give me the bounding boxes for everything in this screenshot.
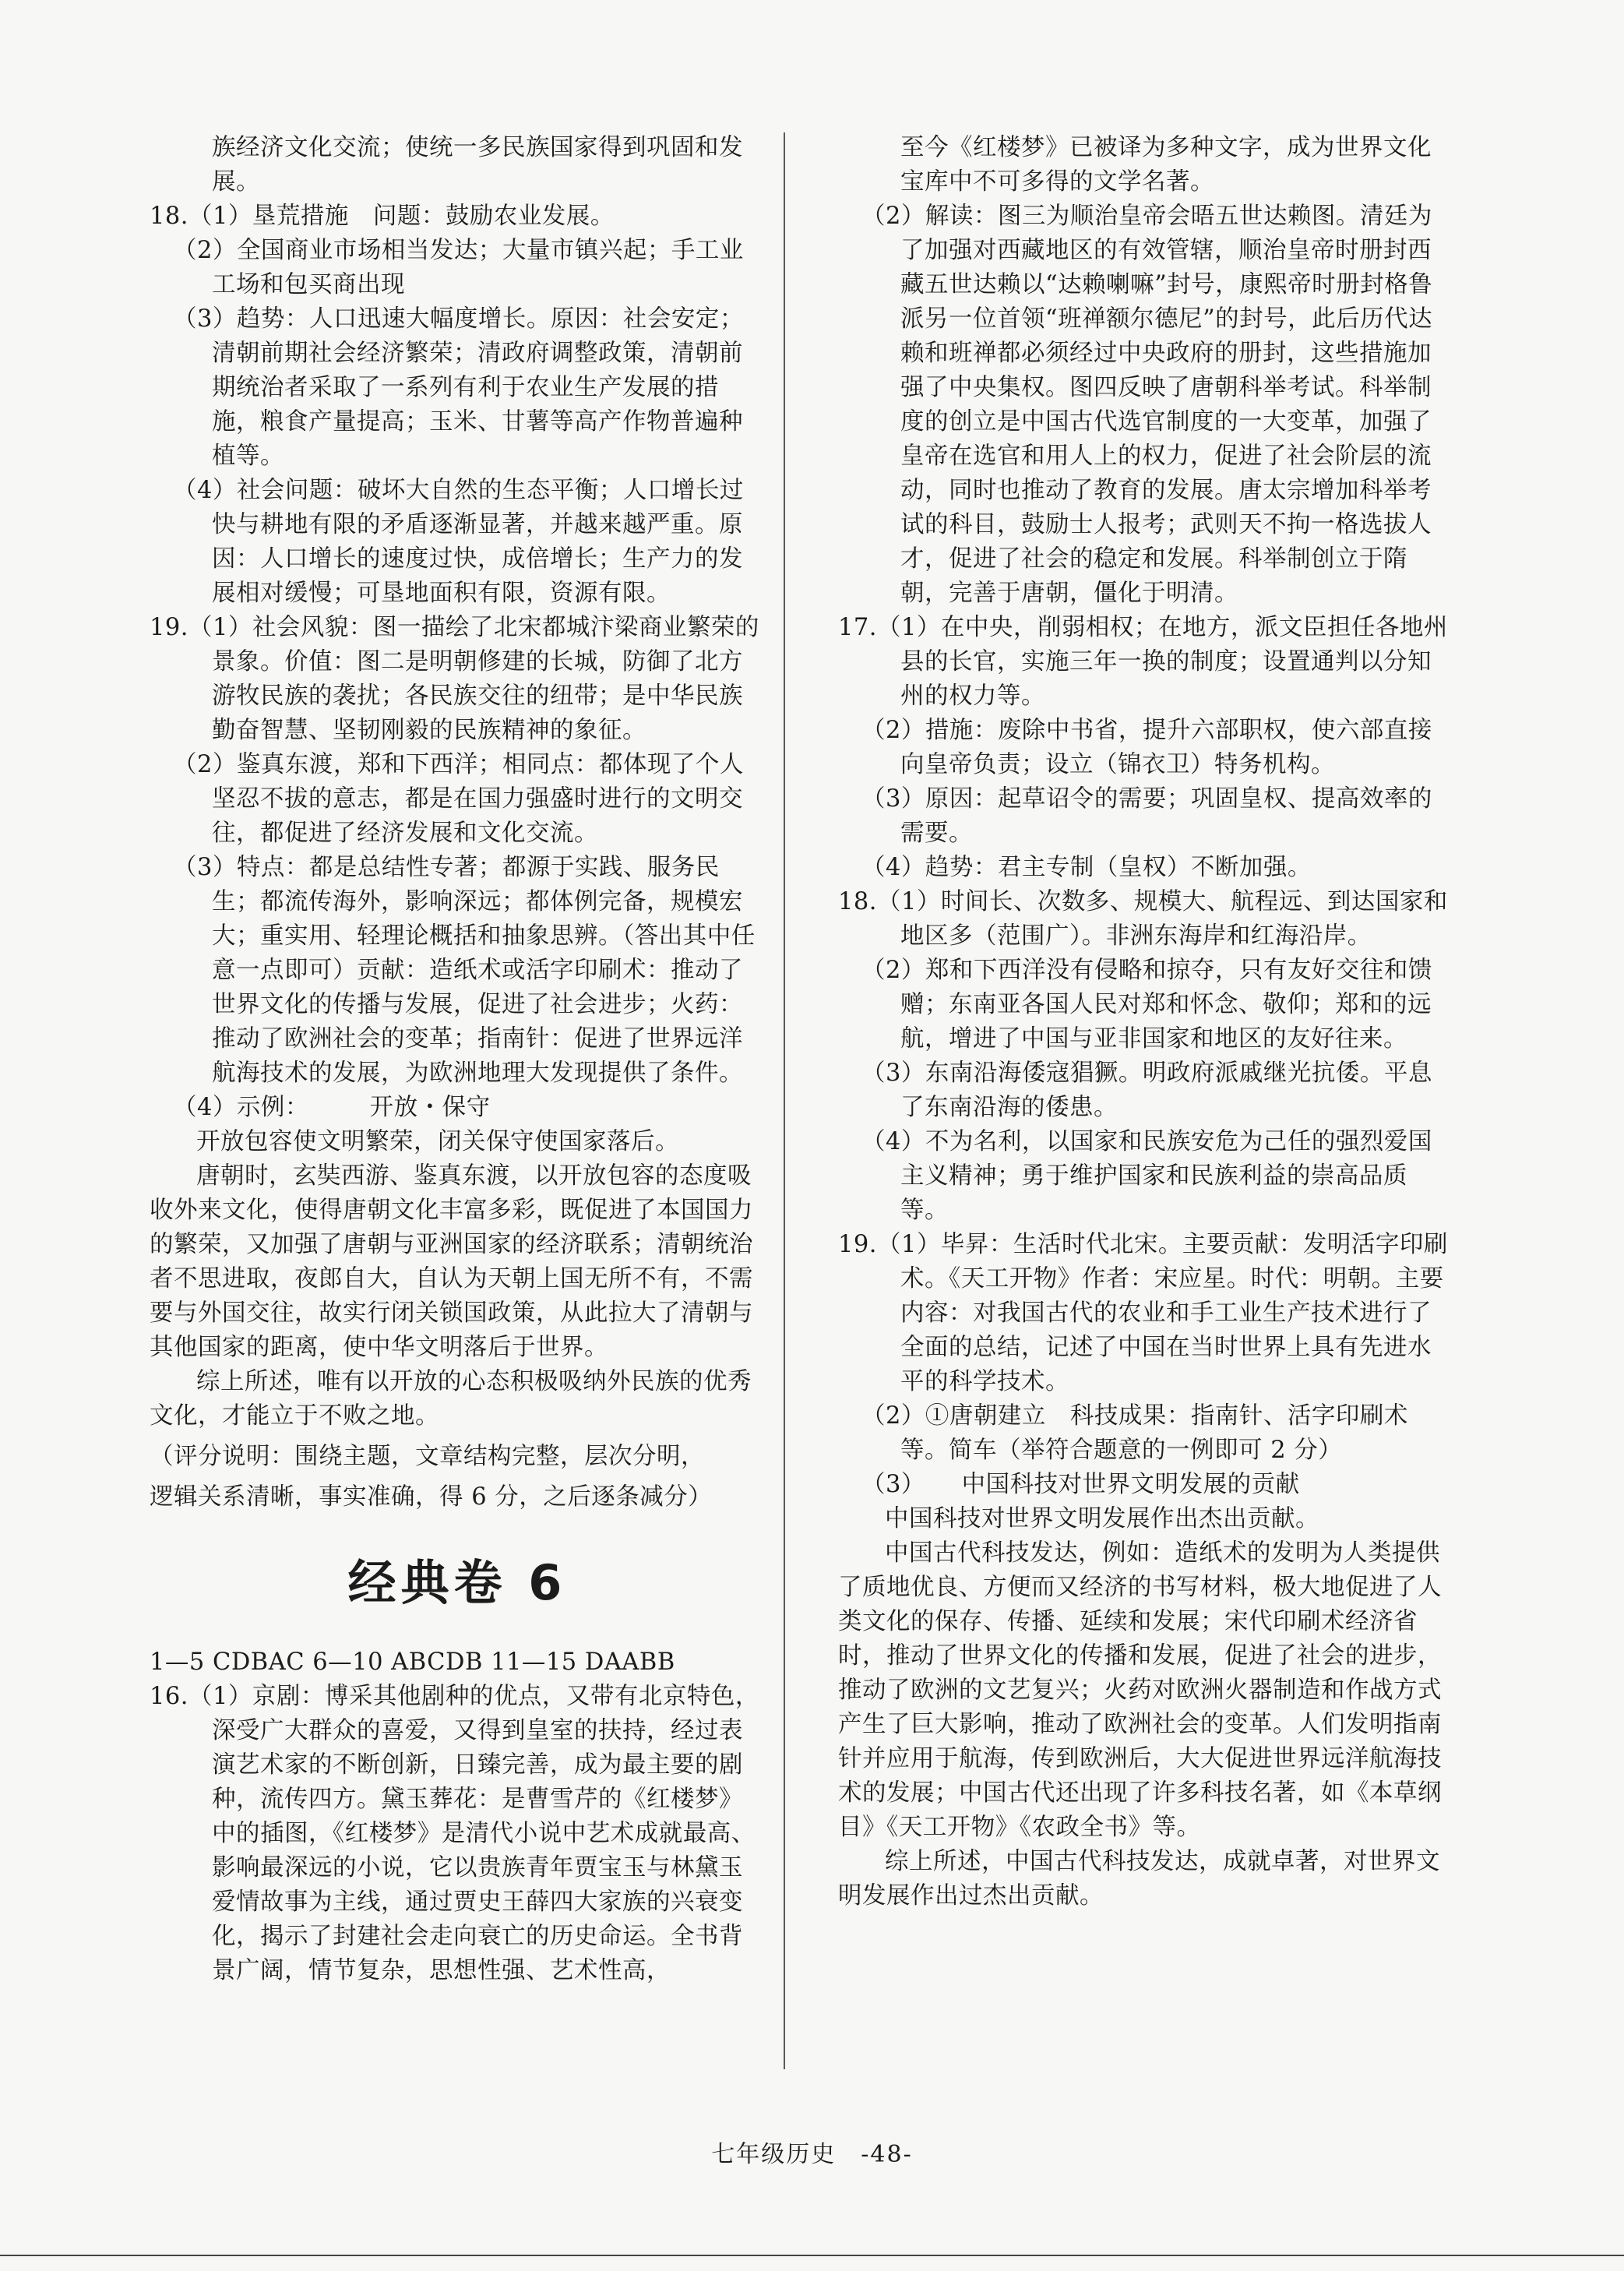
answer-paragraph: 18.（1）垦荒措施 问题：鼓励农业发展。 [150,203,615,230]
answer-paragraph: 18.（1）时间长、次数多、规模大、航程远、到达国家和地区多（范围广）。非洲东海岸和红海沿岸。 [838,888,1448,950]
answer-paragraph: （4）趋势：君主专制（皇权）不断加强。 [861,854,1312,881]
answer-paragraph: 19.（1）毕昇：生活时代北宋。主要贡献：发明活字印刷术。《天工开物》作者：宋应星。时代：明朝。主要内容：对我国古代的农业和手工业生产技术进行了全面的总结，记述了中国在当时世界上具有先进水平的科学技术。 [838,1231,1448,1395]
answer-paragraph: （3）特点：都是总结性专著；都源于实践、服务民生；都流传海外，影响深远；都体例完备，规模宏大；重实用、轻理论概括和抽象思辨。（答出其中任意一点即可）贡献：造纸术或活字印刷术：推动了世界文化的传播与发展，促进了社会进步；火药：推动了欧洲社会的变革；指南针：促进了世界远洋航海技术的发展，为欧洲地理大发现提供了条件。 [173,854,756,1087]
answer-paragraph: 19.（1）社会风貌：图一描绘了北宋都城汴梁商业繁荣的景象。价值：图二是明朝修建的长城，防御了北方游牧民族的袭扰；各民族交往的纽带；是中华民族勤奋智慧、坚韧刚毅的民族精神的象征。 [150,614,759,744]
answer-paragraph: 至今《红楼梦》已被译为多种文字，成为世界文化宝库中不可多得的文学名著。 [900,134,1432,196]
answer-paragraph: （2）解读：图三为顺治皇帝会晤五世达赖图。清廷为了加强对西藏地区的有效管辖，顺治皇帝时册封西藏五世达赖以“达赖喇嘛”封号，康熙帝时册封格鲁派另一位首领“班禅额尔德尼”的封号，此后历代达赖和班禅都必须经过中央政府的册封，这些措施加强了中央集权。图四反映了唐朝科举考试。科举制度的创立是中国古代选官制度的一大变革，加强了皇帝在选官和用人上的权力，促进了社会阶层的流动，同时也推动了教育的发展。唐太宗增加科举考试的科目，鼓励士人报考；武则天不拘一格选拔人才，促进了社会的稳定和发展。科举制创立于隋朝，完善于唐朝，僵化于明清。 [861,203,1433,607]
answer-paragraph: （4）社会问题：破坏大自然的生态平衡；人口增长过快与耕地有限的矛盾逐渐显著，并越来越严重。原因：人口增长的速度过快，成倍增长；生产力的发展相对缓慢；可垦地面积有限，资源有限。 [173,477,744,607]
answer-paragraph: （3）原因：起草诏令的需要；巩固皇权、提高效率的需要。 [861,785,1432,847]
answer-paragraph: 中国科技对世界文明发展作出杰出贡献。 [885,1505,1319,1532]
answer-paragraph: （2）措施：废除中书省，提升六部职权，使六部直接向皇帝负责；设立（锦衣卫）特务机构。 [861,717,1432,778]
multiple-choice-answers: 1—5 CDBAC 6—10 ABCDB 11—15 DAABB [150,1649,675,1676]
answer-paragraph: （2）全国商业市场相当发达；大量市镇兴起；手工业工场和包买商出现 [173,237,744,298]
answer-paragraph: 16.（1）京剧：博采其他剧种的优点，又带有北京特色，深受广大群众的喜爱，又得到皇室的扶持，经过表演艺术家的不断创新，日臻完善，成为最主要的剧种，流传四方。黛玉葬花：是曹雪芹的《红楼梦》中的插图，《红楼梦》是清代小说中艺术成就最高、影响最深远的小说，它以贵族青年贾宝玉与林黛玉爱情故事为主线，通过贾史王薛四大家族的兴衰变化，揭示了封建社会走向衰亡的历史命运。全书背景广阔，情节复杂，思想性强、艺术性高， [150,1683,759,1984]
answer-paragraph: 开放包容使文明繁荣，闭关保守使国家落后。 [196,1128,679,1155]
page-footer: 七年级历史 -48- [711,2141,913,2168]
answer-paragraph: （2）郑和下西洋没有侵略和掠夺，只有友好交往和馈赠；东南亚各国人民对郑和怀念、敬仰；郑和的远航，增进了中国与亚非国家和地区的友好往来。 [861,957,1432,1053]
answer-paragraph: （2）鉴真东渡，郑和下西洋；相同点：都体现了个人坚忍不拔的意志，都是在国力强盛时进行的文明交往，都促进了经济发展和文化交流。 [173,751,744,847]
scoring-note-line-2: 逻辑关系清晰，事实准确，得 6 分，之后逐条减分） [150,1483,713,1511]
answer-paragraph: 唐朝时，玄奘西游、鉴真东渡，以开放包容的态度吸收外来文化，使得唐朝文化丰富多彩，既促进了本国国力的繁荣，又加强了唐朝与亚洲国家的经济联系；清朝统治者不思进取，夜郎自大，自认为天朝上国无所不有，不需要与外国交往，故实行闭关锁国政策，从此拉大了清朝与其他国家的距离，使中华文明落后于世界。 [150,1162,753,1361]
scoring-note [150,1440,765,1515]
answer-paragraph: （4）不为名利，以国家和民族安危为己任的强烈爱国主义精神；勇于维护国家和民族利益的崇高品质等。 [861,1128,1432,1224]
answer-paragraph: 综上所述，唯有以开放的心态积极吸纳外民族的优秀文化，才能立于不败之地。 [150,1368,752,1430]
left-column [150,131,765,1988]
bottom-rule [0,2255,1624,2256]
answer-paragraph: （3）东南沿海倭寇猖獗。明政府派戚继光抗倭。平息了东南沿海的倭患。 [861,1060,1432,1121]
scoring-note-line-1: （评分说明：围绕主题，文章结构完整，层次分明， [150,1443,705,1470]
answer-paragraph: （2）①唐朝建立 科技成果：指南针、活字印刷术等。简车（举符合题意的一例即可 2 分） [861,1402,1408,1464]
right-column [838,131,1453,1913]
answer-paragraph: （3）趋势：人口迅速大幅度增长。原因：社会安定；清朝前期社会经济繁荣；清政府调整政策，清朝前期统治者采取了一系列有利于农业生产发展的措施，粮食产量提高；玉米、甘薯等高产作物普遍种植等。 [173,305,744,470]
column-divider [784,132,785,2069]
answer-paragraph: （4）示例： 开放・保守 [173,1094,491,1121]
left-answer-block-2 [150,1680,765,1988]
right-answer-block [838,131,1453,1913]
answer-paragraph: 族经济文化交流；使统一多民族国家得到巩固和发展。 [212,134,743,196]
section-title: 经典卷 6 [347,1554,567,1611]
answer-paragraph: 综上所述，中国古代科技发达，成就卓著，对世界文明发展作出过杰出贡献。 [838,1848,1440,1910]
answer-paragraph: 17.（1）在中央，削弱相权；在地方，派文臣担任各地州县的长官，实施三年一换的制度；设置通判以分知州的权力等。 [838,614,1448,710]
left-answer-block [150,131,765,1433]
answer-paragraph: 中国古代科技发达，例如：造纸术的发明为人类提供了质地优良、方便而又经济的书写材料，极大地促进了人类文化的保存、传播、延续和发展；宋代印刷术经济省时，推动了世界文化的传播和发展，促进了社会的进步，推动了欧洲的文艺复兴；火药对欧洲火器制造和作战方式产生了巨大影响，推动了欧洲社会的变革。人们发明指南针并应用于航海，传到欧洲后，大大促进世界远洋航海技术的发展；中国古代还出现了许多科技名著，如《本草纲目》《天工开物》《农政全书》等。 [838,1539,1442,1841]
answer-paragraph: （3） 中国科技对世界文明发展的贡献 [861,1471,1300,1498]
